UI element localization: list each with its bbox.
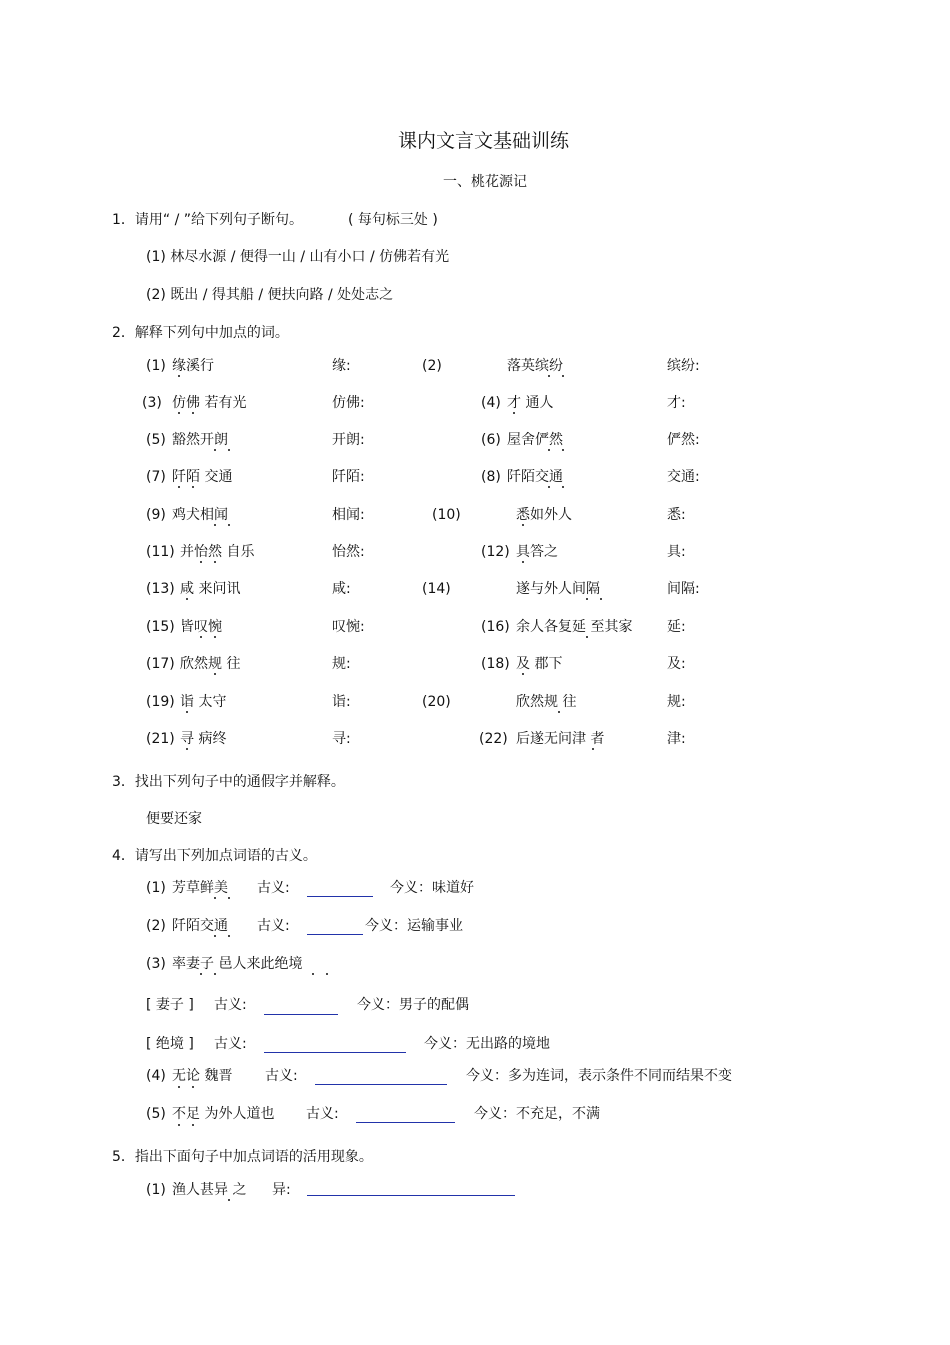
emphasis-dot bbox=[214, 636, 216, 638]
emphasis-dot bbox=[192, 1086, 194, 1088]
item-number: (2) bbox=[146, 918, 166, 934]
item-number: (8) bbox=[481, 469, 501, 485]
emphasis-dot bbox=[600, 598, 602, 600]
ancient-meaning-label: 古义: bbox=[306, 1106, 339, 1122]
modern-meaning: 今义：多为连词，表示条件不同而结果不变 bbox=[466, 1068, 732, 1084]
answer-blank[interactable] bbox=[356, 1122, 455, 1123]
answer-blank[interactable] bbox=[307, 896, 373, 897]
emphasis-dot bbox=[178, 1086, 180, 1088]
modern-meaning: 今义：运输事业 bbox=[365, 918, 463, 934]
item-number: (18) bbox=[481, 656, 510, 672]
q1-note: ( 每句标三处 ) bbox=[348, 212, 438, 228]
emphasis-dot bbox=[562, 449, 564, 451]
answer-label: 规: bbox=[332, 656, 351, 672]
answer-blank[interactable] bbox=[307, 934, 363, 935]
emphasis-dot bbox=[200, 973, 202, 975]
emphasis-dot bbox=[228, 1199, 230, 1201]
item-number: [ 绝境 ] bbox=[146, 1036, 194, 1052]
emphasis-dot bbox=[200, 561, 202, 563]
item-phrase: 遂与外人间隔 bbox=[516, 581, 600, 597]
emphasis-dot bbox=[192, 412, 194, 414]
item-number: (12) bbox=[481, 544, 510, 560]
emphasis-dot bbox=[214, 449, 216, 451]
emphasis-dot bbox=[214, 935, 216, 937]
item-phrase: 豁然开朗 bbox=[172, 432, 228, 448]
item-number: (17) bbox=[146, 656, 175, 672]
emphasis-dot bbox=[522, 673, 524, 675]
emphasis-dot bbox=[200, 636, 202, 638]
ancient-meaning-label: 古义: bbox=[257, 918, 290, 934]
modern-meaning: 今义：男子的配偶 bbox=[357, 997, 469, 1013]
item-number: (19) bbox=[146, 694, 175, 710]
item-phrase: 悉如外人 bbox=[516, 507, 572, 523]
item-phrase: 阡陌交通 bbox=[507, 469, 563, 485]
modern-meaning: 今义：不充足，不满 bbox=[474, 1106, 600, 1122]
item-number: (15) bbox=[146, 619, 175, 635]
emphasis-dot bbox=[592, 748, 594, 750]
answer-label: 具: bbox=[667, 544, 686, 560]
answer-label: 寻: bbox=[332, 731, 351, 747]
item-phrase: 缘溪行 bbox=[172, 358, 214, 374]
item-number: (5) bbox=[146, 432, 166, 448]
emphasis-dot bbox=[558, 711, 560, 713]
emphasis-dot bbox=[186, 598, 188, 600]
emphasis-dot bbox=[312, 973, 314, 975]
q3-item: 便要还家 bbox=[146, 811, 202, 827]
item-number: (2) bbox=[422, 358, 442, 374]
emphasis-dot bbox=[562, 375, 564, 377]
answer-label: 开朗: bbox=[332, 432, 365, 448]
answer-label: 仿佛: bbox=[332, 395, 365, 411]
answer-blank[interactable] bbox=[264, 1014, 338, 1015]
answer-label: 交通: bbox=[667, 469, 700, 485]
emphasis-dot bbox=[522, 524, 524, 526]
item-number: (6) bbox=[481, 432, 501, 448]
item-phrase: 渔人甚异 之 bbox=[172, 1182, 247, 1198]
answer-blank[interactable] bbox=[307, 1195, 515, 1196]
emphasis-dot bbox=[562, 486, 564, 488]
answer-label: 延: bbox=[667, 619, 686, 635]
answer-label: 规: bbox=[667, 694, 686, 710]
item-phrase: 率妻子 邑人来此绝境 bbox=[172, 956, 303, 972]
item-phrase: 无论 魏晋 bbox=[172, 1068, 233, 1084]
emphasis-dot bbox=[178, 412, 180, 414]
item-number: (11) bbox=[146, 544, 175, 560]
answer-label: 怡然: bbox=[332, 544, 365, 560]
item-number: (7) bbox=[146, 469, 166, 485]
item-phrase: 欣然规 往 bbox=[516, 694, 577, 710]
q3-prompt: 3．找出下列句子中的通假字并解释。 bbox=[112, 774, 345, 790]
item-phrase: 具答之 bbox=[516, 544, 558, 560]
modern-meaning: 今义：无出路的境地 bbox=[424, 1036, 550, 1052]
item-number: (9) bbox=[146, 507, 166, 523]
item-phrase: 不足 为外人道也 bbox=[172, 1106, 275, 1122]
answer-label: 才: bbox=[667, 395, 686, 411]
emphasis-dot bbox=[214, 524, 216, 526]
emphasis-dot bbox=[214, 561, 216, 563]
emphasis-dot bbox=[214, 897, 216, 899]
item-phrase: 阡陌 交通 bbox=[172, 469, 233, 485]
section-subtitle: 一、桃花源记 bbox=[443, 174, 527, 190]
answer-label: 间隔: bbox=[667, 581, 700, 597]
answer-label: 异: bbox=[272, 1182, 291, 1198]
answer-label: 津: bbox=[667, 731, 686, 747]
emphasis-dot bbox=[186, 711, 188, 713]
item-phrase: 屋舍俨然 bbox=[507, 432, 563, 448]
emphasis-dot bbox=[228, 524, 230, 526]
item-number: (1) bbox=[146, 880, 166, 896]
item-number: (5) bbox=[146, 1106, 166, 1122]
emphasis-dot bbox=[548, 486, 550, 488]
item-phrase: 皆叹惋 bbox=[180, 619, 222, 635]
answer-blank[interactable] bbox=[264, 1052, 406, 1053]
emphasis-dot bbox=[192, 1124, 194, 1126]
item-phrase: 诣 太守 bbox=[180, 694, 227, 710]
answer-label: 诣: bbox=[332, 694, 351, 710]
item-phrase: 余人各复延 至其家 bbox=[516, 619, 633, 635]
ancient-meaning-label: 古义: bbox=[214, 1036, 247, 1052]
item-number: (10) bbox=[432, 507, 461, 523]
emphasis-dot bbox=[214, 673, 216, 675]
q1-item: (2) 既出 / 得其船 / 便扶向路 / 处处志之 bbox=[146, 287, 394, 303]
answer-label: 俨然: bbox=[667, 432, 700, 448]
item-number: (1) bbox=[146, 1182, 166, 1198]
q1-prompt: 1．请用“ / ”给下列句子断句。 bbox=[112, 212, 304, 228]
emphasis-dot bbox=[214, 973, 216, 975]
emphasis-dot bbox=[548, 375, 550, 377]
item-number: (14) bbox=[422, 581, 451, 597]
answer-label: 相闻: bbox=[332, 507, 365, 523]
item-phrase: 后遂无问津 者 bbox=[516, 731, 605, 747]
item-number: (3) bbox=[146, 956, 166, 972]
item-number: (16) bbox=[481, 619, 510, 635]
emphasis-dot bbox=[228, 935, 230, 937]
item-number: (21) bbox=[146, 731, 175, 747]
item-number: (1) bbox=[146, 358, 166, 374]
item-phrase: 鸡犬相闻 bbox=[172, 507, 228, 523]
answer-label: 缘: bbox=[332, 358, 351, 374]
item-phrase: 咸 来问讯 bbox=[180, 581, 241, 597]
emphasis-dot bbox=[178, 375, 180, 377]
answer-blank[interactable] bbox=[315, 1084, 447, 1085]
item-phrase: 仿佛 若有光 bbox=[172, 395, 247, 411]
emphasis-dot bbox=[228, 897, 230, 899]
page-title: 课内文言文基础训练 bbox=[398, 130, 570, 152]
item-number: [ 妻子 ] bbox=[146, 997, 194, 1013]
emphasis-dot bbox=[513, 412, 515, 414]
item-phrase: 阡陌交通 bbox=[172, 918, 228, 934]
item-phrase: 才 通人 bbox=[507, 395, 554, 411]
item-phrase: 及 郡下 bbox=[516, 656, 563, 672]
emphasis-dot bbox=[586, 636, 588, 638]
answer-label: 缤纷: bbox=[667, 358, 700, 374]
emphasis-dot bbox=[586, 598, 588, 600]
item-phrase: 芳草鲜美 bbox=[172, 880, 228, 896]
q1-item: (1) 林尽水源 / 便得一山 / 山有小口 / 仿佛若有光 bbox=[146, 249, 450, 265]
item-number: (4) bbox=[146, 1068, 166, 1084]
item-number: (22) bbox=[479, 731, 508, 747]
emphasis-dot bbox=[192, 486, 194, 488]
answer-label: 咸: bbox=[332, 581, 351, 597]
item-number: (20) bbox=[422, 694, 451, 710]
item-number: (13) bbox=[146, 581, 175, 597]
item-phrase: 欣然规 往 bbox=[180, 656, 241, 672]
emphasis-dot bbox=[326, 973, 328, 975]
q4-prompt: 4．请写出下列加点词语的古义。 bbox=[112, 848, 317, 864]
emphasis-dot bbox=[178, 486, 180, 488]
emphasis-dot bbox=[178, 1124, 180, 1126]
answer-label: 悉: bbox=[667, 507, 686, 523]
emphasis-dot bbox=[522, 561, 524, 563]
emphasis-dot bbox=[186, 748, 188, 750]
item-phrase: 寻 病终 bbox=[180, 731, 227, 747]
modern-meaning: 今义：味道好 bbox=[390, 880, 474, 896]
q2-prompt: 2．解释下列句中加点的词。 bbox=[112, 325, 289, 341]
ancient-meaning-label: 古义: bbox=[214, 997, 247, 1013]
ancient-meaning-label: 古义: bbox=[265, 1068, 298, 1084]
emphasis-dot bbox=[228, 449, 230, 451]
item-phrase: 并怡然 自乐 bbox=[180, 544, 255, 560]
item-number: (4) bbox=[481, 395, 501, 411]
answer-label: 叹惋: bbox=[332, 619, 365, 635]
answer-label: 及: bbox=[667, 656, 686, 672]
q5-prompt: 5．指出下面句子中加点词语的活用现象。 bbox=[112, 1149, 373, 1165]
item-phrase: 落英缤纷 bbox=[507, 358, 563, 374]
item-number: (3) bbox=[142, 395, 162, 411]
emphasis-dot bbox=[548, 449, 550, 451]
ancient-meaning-label: 古义: bbox=[257, 880, 290, 896]
answer-label: 阡陌: bbox=[332, 469, 365, 485]
